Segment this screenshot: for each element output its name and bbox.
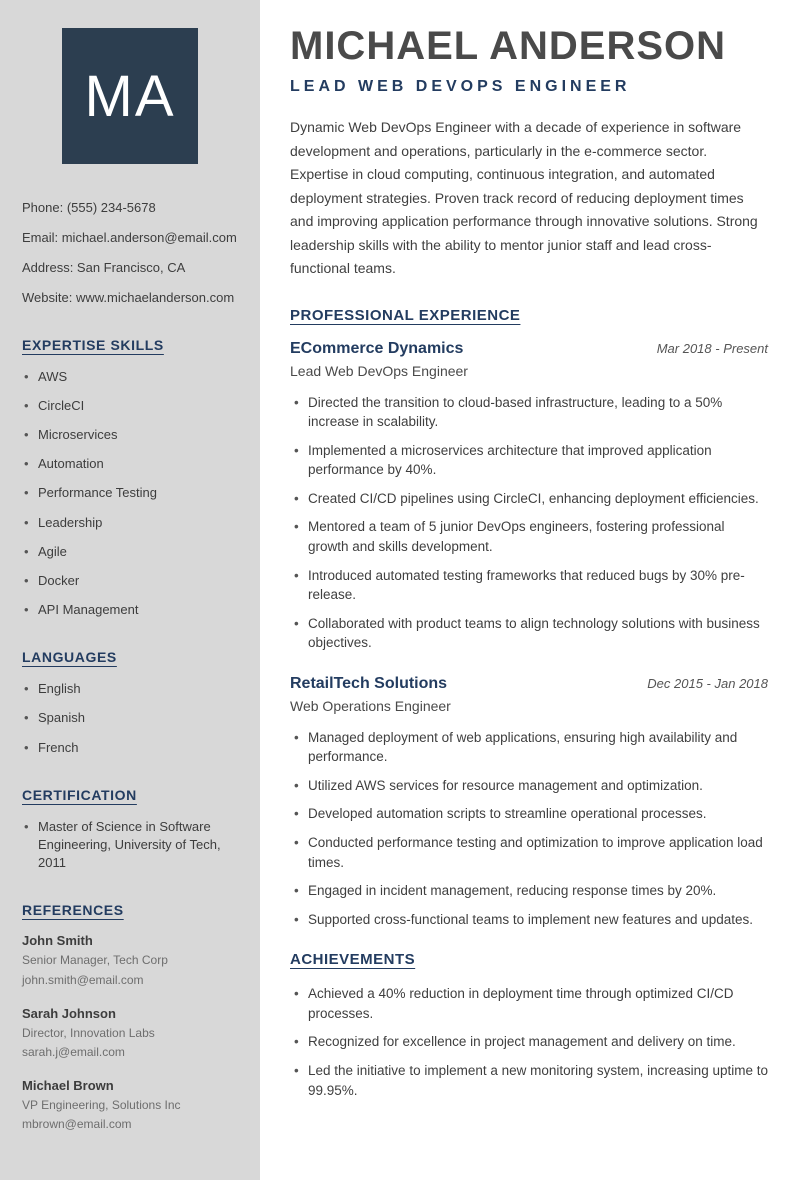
contact-website: Website: www.michaelanderson.com	[22, 289, 235, 305]
experience-bullet: • Created CI/CD pipelines using CircleCI, enhancing deployment efficiencies.	[290, 489, 768, 509]
skill-item: • Performance Testing	[22, 484, 238, 502]
skill-item: • Automation	[22, 455, 238, 473]
contact-address: Address: San Francisco, CA	[22, 259, 186, 275]
achievements-title: ACHIEVEMENTS	[290, 951, 416, 969]
experience-title: PROFESSIONAL EXPERIENCE	[290, 306, 521, 324]
page-title: MICHAEL ANDERSON	[290, 24, 727, 68]
date-range: Dec 2015 - Jan 2018	[647, 675, 768, 691]
reference-name: John Smith	[22, 933, 93, 949]
skill-item: • Docker	[22, 572, 238, 590]
skill-item: • CircleCI	[22, 397, 238, 415]
experience-bullet: • Conducted performance testing and optimization to improve application load times.	[290, 833, 768, 872]
experience-bullet: • Developed automation scripts to streamline operational processes.	[290, 804, 768, 824]
avatar-initials: MA	[84, 63, 176, 129]
achievements-list	[290, 984, 768, 1100]
skills-list	[22, 368, 238, 620]
reference-email: mbrown@email.com	[22, 1117, 132, 1132]
certification-section	[22, 787, 238, 873]
experience-bullet: • Directed the transition to cloud-based infrastructure, leading to a 50% increase in scalability.	[290, 393, 768, 432]
summary-paragraph: Dynamic Web DevOps Engineer with a decade of experience in software development and operations, particularly in the e-commerce sector. Expertise in cloud computing, continuous integration, and automated deployment strategies. Proven track record of reducing deployment times and improving application performance through innovative solutions. Strong leadership skills with the ability to mentor junior staff and lead cross-functional teams.	[290, 119, 758, 277]
experience-header	[290, 675, 768, 693]
experience-entry	[290, 675, 768, 930]
company-name: RetailTech Solutions	[290, 674, 448, 692]
main-content	[260, 0, 800, 1180]
reference-email: john.smith@email.com	[22, 972, 144, 987]
contact-email: Email: michael.anderson@email.com	[22, 229, 237, 245]
skill-item: • API Management	[22, 601, 238, 619]
skills-title: EXPERTISE SKILLS	[22, 336, 164, 353]
reference-name: Michael Brown	[22, 1077, 114, 1093]
avatar	[62, 28, 198, 164]
languages-list	[22, 680, 238, 757]
contact-phone: Phone: (555) 234-5678	[22, 200, 156, 215]
experience-section	[290, 307, 768, 930]
sidebar	[0, 0, 260, 1180]
certification-title: CERTIFICATION	[22, 786, 137, 803]
experience-bullet: • Implemented a microservices architecture that improved application performance by 40%.	[290, 441, 768, 480]
experience-bullet-list	[290, 393, 768, 653]
experience-entry	[290, 340, 768, 653]
experience-bullet: • Engaged in incident management, reducing response times by 20%.	[290, 881, 768, 901]
skill-item: • Microservices	[22, 426, 238, 444]
skills-section	[22, 337, 238, 620]
experience-bullet: • Managed deployment of web applications, ensuring high availability and performance.	[290, 728, 768, 767]
language-item: • English	[22, 680, 238, 698]
language-item: • French	[22, 739, 238, 757]
achievements-section	[290, 951, 768, 1100]
achievement-bullet: • Led the initiative to implement a new monitoring system, increasing uptime to 99.95%.	[290, 1061, 768, 1100]
reference-name: Sarah Johnson	[22, 1005, 116, 1021]
reference-role: VP Engineering, Solutions Inc	[22, 1097, 181, 1112]
experience-bullet-list	[290, 728, 768, 930]
reference-role: Senior Manager, Tech Corp	[22, 953, 168, 968]
experience-bullet: • Utilized AWS services for resource management and optimization.	[290, 776, 768, 796]
languages-title: LANGUAGES	[22, 649, 117, 666]
certification-list	[22, 818, 238, 873]
date-range: Mar 2018 - Present	[656, 340, 768, 356]
languages-section	[22, 649, 238, 757]
references-title: REFERENCES	[22, 902, 124, 919]
experience-bullet: • Mentored a team of 5 junior DevOps engineers, fostering professional growth and skills development.	[290, 517, 768, 556]
skill-item: • Agile	[22, 543, 238, 561]
skill-item: • Leadership	[22, 514, 238, 532]
references-section	[22, 902, 238, 1133]
achievement-bullet: • Achieved a 40% reduction in deployment time through optimized CI/CD processes.	[290, 984, 768, 1023]
company-name: ECommerce Dynamics	[290, 339, 464, 357]
reference-entry	[22, 933, 238, 988]
reference-email: sarah.j@email.com	[22, 1045, 125, 1060]
contact-info	[22, 200, 238, 307]
achievement-bullet: • Recognized for excellence in project management and delivery on time.	[290, 1032, 768, 1052]
experience-bullet: • Introduced automated testing frameworks that reduced bugs by 30% pre-release.	[290, 566, 768, 605]
reference-entry	[22, 1078, 238, 1133]
role-title: Lead Web DevOps Engineer	[290, 362, 468, 379]
experience-bullet: • Collaborated with product teams to align technology solutions with business objectives.	[290, 614, 768, 653]
experience-bullet: • Supported cross-functional teams to implement new features and updates.	[290, 910, 768, 930]
experience-header	[290, 340, 768, 358]
job-title: LEAD WEB DEVOPS ENGINEER	[290, 78, 631, 95]
reference-role: Director, Innovation Labs	[22, 1025, 155, 1040]
language-item: • Spanish	[22, 709, 238, 727]
reference-entry	[22, 1006, 238, 1061]
skill-item: • AWS	[22, 368, 238, 386]
certification-item: • Master of Science in Software Engineering, University of Tech, 2011	[22, 818, 238, 873]
role-title: Web Operations Engineer	[290, 697, 451, 714]
